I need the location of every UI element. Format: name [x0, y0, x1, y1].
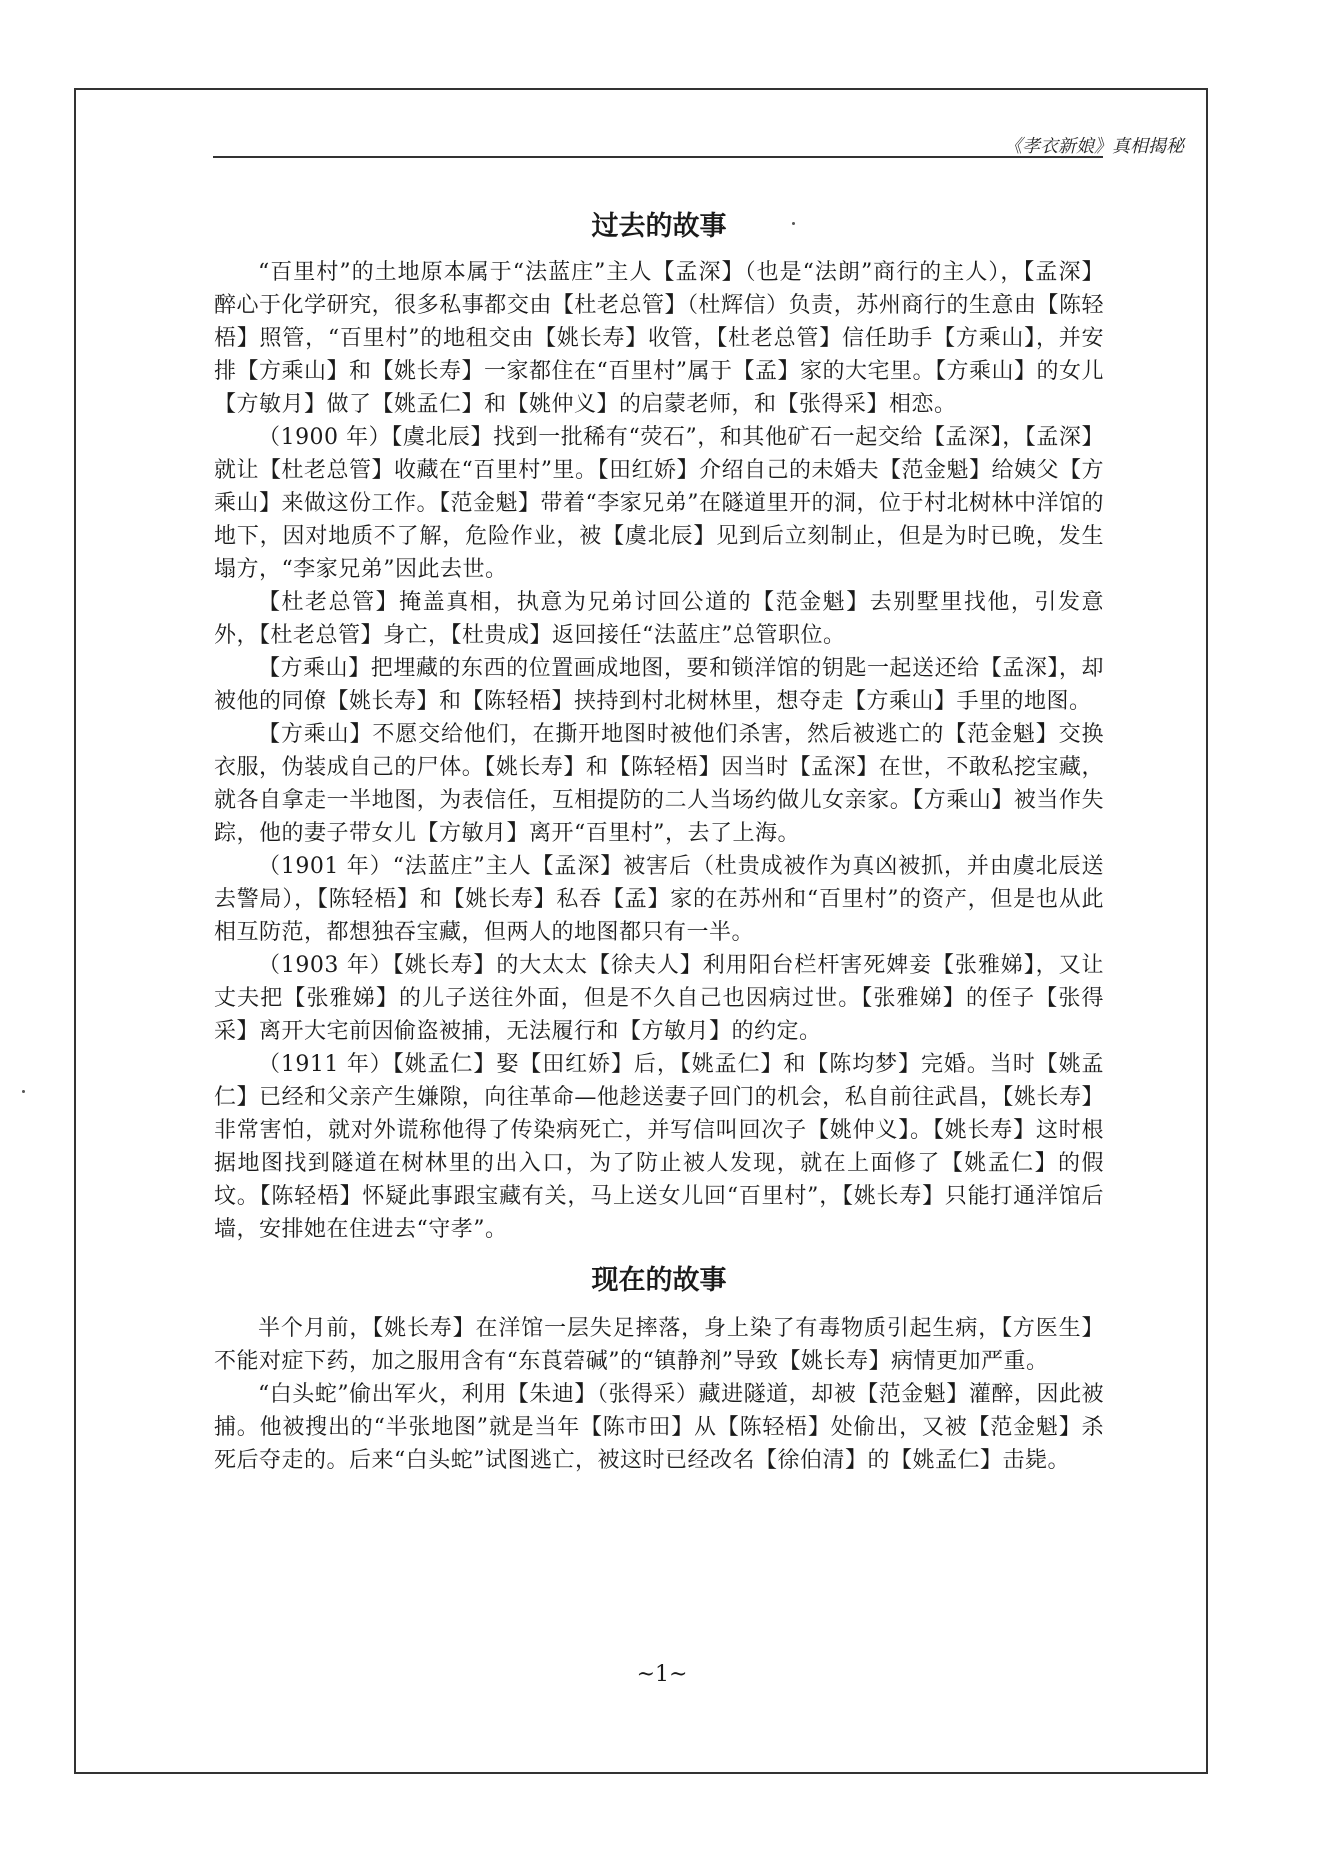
paragraph: （1900 年）【虞北辰】找到一批稀有“荧石”，和其他矿石一起交给【孟深】，【孟深】就让【杜老总管】收藏在“百里村”里。【田红娇】介绍自己的未婚夫【范金魁】给姨父【方乘山】来做这份工作。【范金魁】带着“李家兄弟”在隧道里开的洞，位于村北树林中洋馆的地下，因对地质不了解，危险作业，被【虞北辰】见到后立刻制止，但是为时已晚，发生塌方，“李家兄弟”因此去世。 [214, 425, 1104, 582]
paragraph: （1901 年）“法蓝庄”主人【孟深】被害后（杜贵成被作为真凶被抓，并由虞北辰送去警局），【陈轻梧】和【姚长寿】私吞【孟】家的在苏州和“百里村”的资产，但是也从此相互防范，都想独吞宝藏，但两人的地图都只有一半。 [214, 854, 1104, 945]
section-title-present: 现在的故事 [591, 1265, 727, 1296]
scan-speck [792, 222, 795, 225]
page-number: ~1~ [636, 1662, 688, 1687]
section-title-past: 过去的故事 [591, 211, 727, 242]
paragraph: （1911 年）【姚孟仁】娶【田红娇】后，【姚孟仁】和【陈均梦】完婚。当时【姚孟仁】已经和父亲产生嫌隙，向往革命—他趁送妻子回门的机会，私自前往武昌，【姚长寿】非常害怕，就对外谎称他得了传染病死亡，并写信叫回次子【姚仲义】。【姚长寿】这时根据地图找到隧道在树林里的出入口，为了防止被人发现，就在上面修了【姚孟仁】的假坟。【陈轻梧】怀疑此事跟宝藏有关，马上送女儿回“百里村”，【姚长寿】只能打通洋馆后墙，安排她在住进去“守孝”。 [214, 1052, 1104, 1242]
scan-speck [22, 1090, 25, 1093]
paragraph: 【方乘山】把埋藏的东西的位置画成地图，要和锁洋馆的钥匙一起送还给【孟深】，却被他的同僚【姚长寿】和【陈轻梧】挟持到村北树林里，想夺走【方乘山】手里的地图。 [214, 656, 1104, 714]
paragraph: 半个月前，【姚长寿】在洋馆一层失足摔落，身上染了有毒物质引起生病，【方医生】不能对症下药，加之服用含有“东莨菪碱”的“镇静剂”导致【姚长寿】病情更加严重。 [214, 1316, 1104, 1374]
paragraph: “百里村”的土地原本属于“法蓝庄”主人【孟深】（也是“法朗”商行的主人），【孟深】醉心于化学研究，很多私事都交由【杜老总管】（杜辉信）负责，苏州商行的生意由【陈轻梧】照管，“百里村”的地租交由【姚长寿】收管，【杜老总管】信任助手【方乘山】，并安排【方乘山】和【姚长寿】一家都住在“百里村”属于【孟】家的大宅里。【方乘山】的女儿【方敏月】做了【姚孟仁】和【姚仲义】的启蒙老师，和【张得采】相恋。 [214, 260, 1104, 417]
header-rule [213, 156, 1103, 158]
paragraph: “白头蛇”偷出军火，利用【朱迪】（张得采）藏进隧道，却被【范金魁】灌醉，因此被捕。他被搜出的“半张地图”就是当年【陈市田】从【陈轻梧】处偷出，又被【范金魁】杀死后夺走的。后来“白头蛇”试图逃亡，被这时已经改名【徐伯清】的【姚孟仁】击毙。 [214, 1382, 1104, 1473]
running-header: 《孝衣新娘》真相揭秘 [1004, 136, 1184, 157]
page-content [214, 200, 1104, 1477]
paragraph: 【方乘山】不愿交给他们，在撕开地图时被他们杀害，然后被逃亡的【范金魁】交换衣服，伪装成自己的尸体。【姚长寿】和【陈轻梧】因当时【孟深】在世，不敢私挖宝藏，就各自拿走一半地图，为表信任，互相提防的二人当场约做儿女亲家。【方乘山】被当作失踪，他的妻子带女儿【方敏月】离开“百里村”，去了上海。 [214, 722, 1104, 846]
paragraph: 【杜老总管】掩盖真相，执意为兄弟讨回公道的【范金魁】去别墅里找他，引发意外，【杜老总管】身亡，【杜贵成】返回接任“法蓝庄”总管职位。 [214, 590, 1104, 648]
paragraph: （1903 年）【姚长寿】的大太太【徐夫人】利用阳台栏杆害死婢妾【张雅娣】，又让丈夫把【张雅娣】的儿子送往外面，但是不久自己也因病过世。【张雅娣】的侄子【张得采】离开大宅前因偷盗被捕，无法履行和【方敏月】的约定。 [214, 953, 1104, 1044]
